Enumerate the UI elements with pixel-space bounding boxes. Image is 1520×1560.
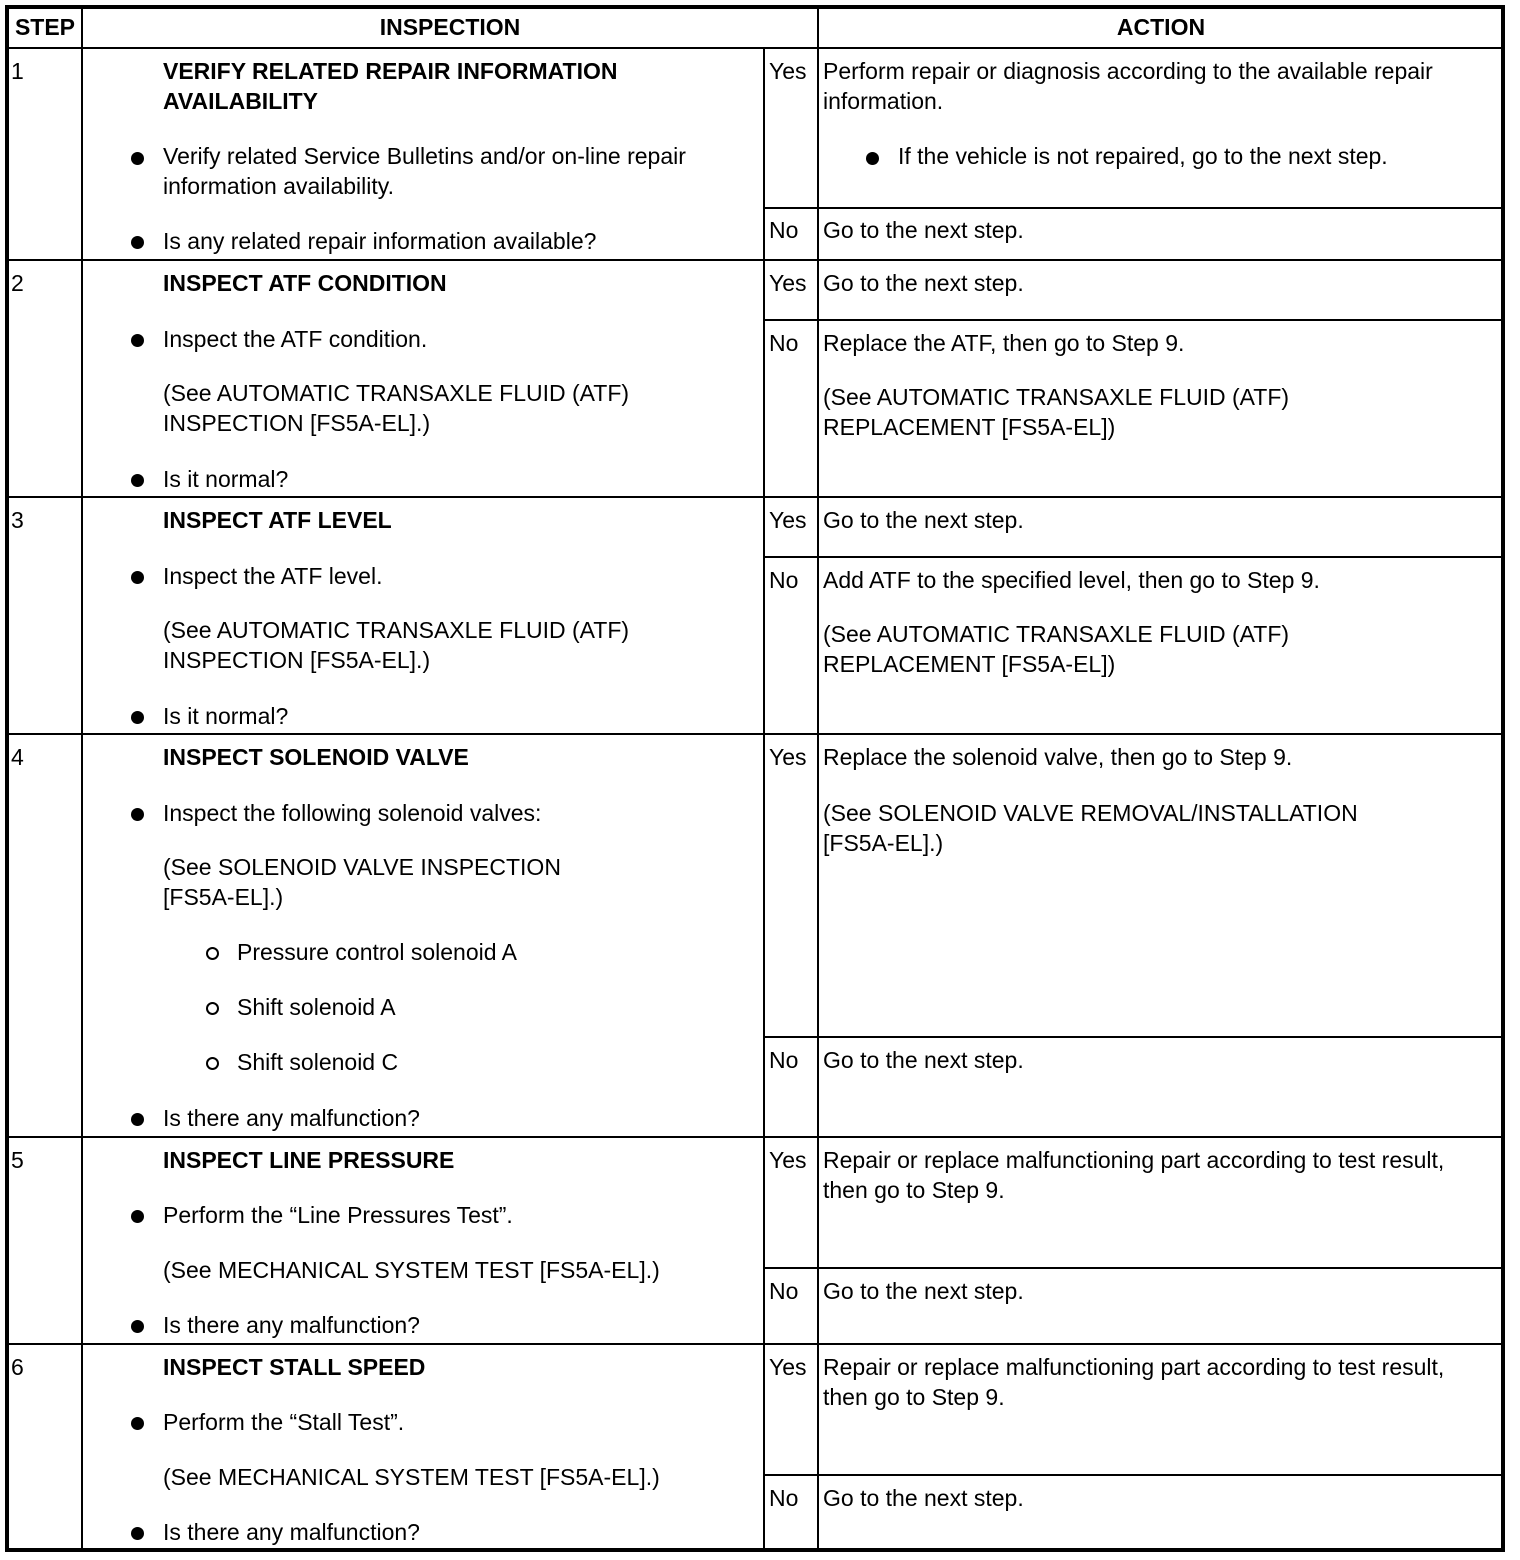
- bullet-icon: [131, 711, 144, 724]
- sub-bullet-icon: [206, 1057, 219, 1070]
- action-yes-text: Repair or replace malfunctioning part according to test result,: [823, 1354, 1445, 1380]
- inspection-text: Perform the “Stall Test”.: [163, 1409, 405, 1435]
- inspection-text: information availability.: [163, 173, 394, 199]
- action-no-reference: (See AUTOMATIC TRANSAXLE FLUID (ATF): [823, 621, 1290, 647]
- step-number: 4: [11, 744, 24, 770]
- bullet-icon: [131, 1320, 144, 1333]
- sub-bullet-icon: [206, 947, 219, 960]
- no-label: No: [769, 567, 799, 593]
- step-title: INSPECT LINE PRESSURE: [163, 1147, 455, 1173]
- bullet-icon: [131, 152, 144, 165]
- action-no-text: Go to the next step.: [823, 1047, 1024, 1073]
- action-yes-reference: [FS5A-EL].): [823, 830, 944, 856]
- header-step: STEP: [14, 14, 76, 40]
- action-yes-text: Go to the next step.: [823, 507, 1024, 533]
- action-no-reference: REPLACEMENT [FS5A-EL]): [823, 414, 1116, 440]
- inspection-text: Perform the “Line Pressures Test”.: [163, 1202, 513, 1228]
- yes-label: Yes: [769, 58, 807, 84]
- step-title: AVAILABILITY: [163, 88, 319, 114]
- bullet-icon: [866, 152, 879, 165]
- yes-label: Yes: [769, 1354, 807, 1380]
- no-label: No: [769, 330, 799, 356]
- inspection-text: Inspect the ATF condition.: [163, 326, 428, 352]
- inspection-reference: (See AUTOMATIC TRANSAXLE FLUID (ATF): [163, 380, 630, 406]
- sub-item: Shift solenoid C: [237, 1049, 399, 1075]
- no-label: No: [769, 1485, 799, 1511]
- bullet-icon: [131, 1417, 144, 1430]
- inspection-question: Is there any malfunction?: [163, 1519, 420, 1545]
- action-yes-text: If the vehicle is not repaired, go to the next step.: [898, 143, 1388, 169]
- inspection-question: Is it normal?: [163, 703, 289, 729]
- no-label: No: [769, 1047, 799, 1073]
- inspection-reference: [FS5A-EL].): [163, 884, 284, 910]
- step-title: INSPECT ATF CONDITION: [163, 270, 447, 296]
- header-inspection: INSPECTION: [379, 14, 521, 40]
- action-yes-text: Perform repair or diagnosis according to the available repair: [823, 58, 1433, 84]
- inspection-reference: (See MECHANICAL SYSTEM TEST [FS5A-EL].): [163, 1464, 660, 1490]
- no-label: No: [769, 1278, 799, 1304]
- bullet-icon: [131, 1210, 144, 1223]
- step-title: VERIFY RELATED REPAIR INFORMATION: [163, 58, 618, 84]
- yes-label: Yes: [769, 744, 807, 770]
- inspection-reference: (See AUTOMATIC TRANSAXLE FLUID (ATF): [163, 617, 630, 643]
- step-number: 5: [11, 1147, 24, 1173]
- action-no-text: Go to the next step.: [823, 1278, 1024, 1304]
- sub-item: Pressure control solenoid A: [237, 939, 517, 965]
- bullet-icon: [131, 1527, 144, 1540]
- bullet-icon: [131, 236, 144, 249]
- inspection-text: Verify related Service Bulletins and/or on-line repair: [163, 143, 686, 169]
- sub-item: Shift solenoid A: [237, 994, 396, 1020]
- inspection-reference: INSPECTION [FS5A-EL].): [163, 410, 431, 436]
- step-number: 2: [11, 270, 24, 296]
- inspection-question: Is it normal?: [163, 466, 289, 492]
- yes-label: Yes: [769, 507, 807, 533]
- action-yes-text: information.: [823, 88, 944, 114]
- action-yes-text: Repair or replace malfunctioning part according to test result,: [823, 1147, 1445, 1173]
- action-no-text: Add ATF to the specified level, then go to Step 9.: [823, 567, 1320, 593]
- inspection-reference: INSPECTION [FS5A-EL].): [163, 647, 431, 673]
- yes-label: Yes: [769, 270, 807, 296]
- action-yes-text: Replace the solenoid valve, then go to Step 9.: [823, 744, 1293, 770]
- step-title: INSPECT ATF LEVEL: [163, 507, 392, 533]
- action-no-reference: REPLACEMENT [FS5A-EL]): [823, 651, 1116, 677]
- step-title: INSPECT SOLENOID VALVE: [163, 744, 469, 770]
- bullet-icon: [131, 571, 144, 584]
- action-no-text: Replace the ATF, then go to Step 9.: [823, 330, 1185, 356]
- inspection-text: Inspect the ATF level.: [163, 563, 383, 589]
- inspection-question: Is any related repair information available?: [163, 228, 597, 254]
- yes-label: Yes: [769, 1147, 807, 1173]
- step-number: 1: [11, 58, 24, 84]
- header-action: ACTION: [1116, 14, 1206, 40]
- step-number: 3: [11, 507, 24, 533]
- inspection-reference: (See SOLENOID VALVE INSPECTION: [163, 854, 561, 880]
- inspection-question: Is there any malfunction?: [163, 1312, 420, 1338]
- action-no-text: Go to the next step.: [823, 1485, 1024, 1511]
- bullet-icon: [131, 1113, 144, 1126]
- action-yes-text: then go to Step 9.: [823, 1177, 1005, 1203]
- step-number: 6: [11, 1354, 24, 1380]
- step-title: INSPECT STALL SPEED: [163, 1354, 426, 1380]
- bullet-icon: [131, 334, 144, 347]
- inspection-text: Inspect the following solenoid valves:: [163, 800, 542, 826]
- action-yes-text: Go to the next step.: [823, 270, 1024, 296]
- bullet-icon: [131, 808, 144, 821]
- sub-bullet-icon: [206, 1002, 219, 1015]
- action-no-reference: (See AUTOMATIC TRANSAXLE FLUID (ATF): [823, 384, 1290, 410]
- inspection-reference: (See MECHANICAL SYSTEM TEST [FS5A-EL].): [163, 1257, 660, 1283]
- bullet-icon: [131, 474, 144, 487]
- inspection-question: Is there any malfunction?: [163, 1105, 420, 1131]
- no-label: No: [769, 217, 799, 243]
- action-yes-reference: (See SOLENOID VALVE REMOVAL/INSTALLATION: [823, 800, 1358, 826]
- action-no-text: Go to the next step.: [823, 217, 1024, 243]
- action-yes-text: then go to Step 9.: [823, 1384, 1005, 1410]
